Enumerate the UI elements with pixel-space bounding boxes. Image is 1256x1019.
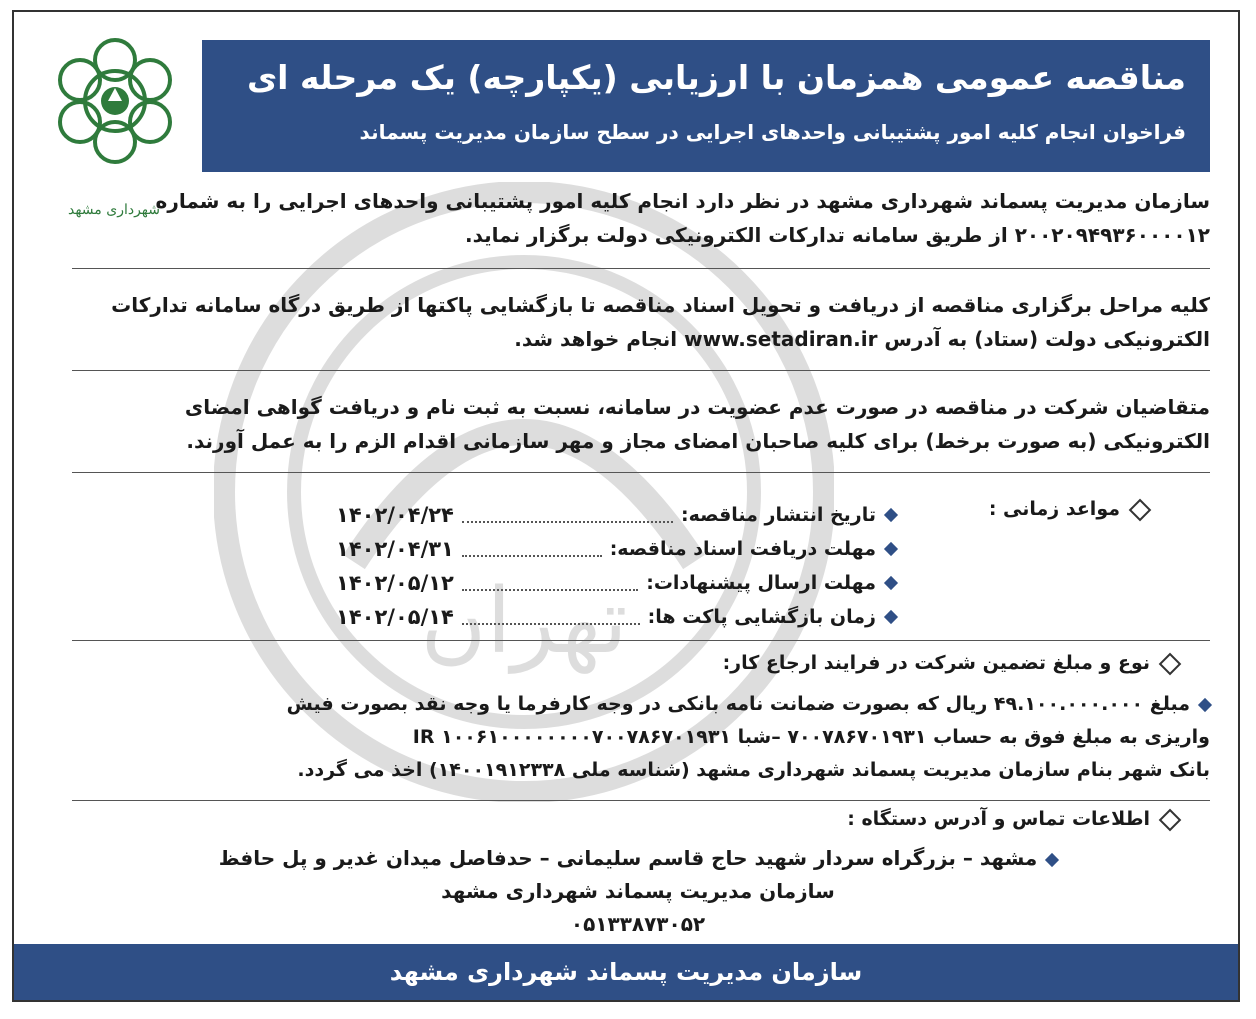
schedule-value: ۱۴۰۲/۰۴/۳۱	[336, 537, 454, 561]
schedule-label: مهلت ارسال پیشنهادات:	[646, 572, 876, 594]
logo-caption: شهرداری مشهد	[68, 202, 160, 218]
dotted-leader	[462, 575, 638, 591]
diamond-bullet-icon	[884, 610, 898, 624]
divider	[72, 472, 1210, 473]
schedule-item	[336, 566, 896, 600]
schedule-heading: مواعد زمانی :	[989, 498, 1148, 520]
guarantee-line: بانک شهر بنام سازمان مدیریت پسماند شهرداری مشهد (شناسه ملی ۱۴۰۰۱۹۱۲۳۳۸) اخذ می گردد.	[297, 759, 1210, 781]
diamond-bullet-icon	[1159, 808, 1182, 831]
dotted-leader	[462, 507, 673, 523]
footer-band: سازمان مدیریت پسماند شهرداری مشهد	[14, 944, 1238, 1000]
divider	[72, 268, 1210, 269]
contact-heading: اطلاعات تماس و آدرس دستگاه :	[847, 808, 1178, 830]
diamond-bullet-icon	[884, 542, 898, 556]
schedule-value: ۱۴۰۲/۰۵/۱۴	[336, 605, 454, 629]
divider	[72, 370, 1210, 371]
diamond-bullet-icon	[1045, 852, 1059, 866]
dotted-leader	[462, 609, 640, 625]
contact-phone: ۰۵۱۳۳۸۷۳۰۵۲	[570, 912, 706, 936]
contact-address: مشهد – بزرگراه سردار شهید حاج قاسم سلیمانی – حدفاصل میدان غدیر و پل حافظ	[198, 842, 1078, 875]
schedule-value: ۱۴۰۲/۰۵/۱۲	[336, 571, 454, 595]
divider	[72, 800, 1210, 801]
diamond-bullet-icon	[884, 576, 898, 590]
diamond-bullet-icon	[1198, 697, 1212, 711]
schedule-item	[336, 532, 896, 566]
diamond-bullet-icon	[1159, 652, 1182, 675]
contact-block	[198, 842, 1078, 941]
municipality-logo-icon	[40, 30, 190, 202]
divider	[72, 640, 1210, 641]
schedule-item	[336, 498, 896, 532]
guarantee-body	[72, 688, 1210, 787]
side-code-mark	[32, 892, 46, 952]
page-title: مناقصه عمومی همزمان با ارزیابی (یکپارچه) یک مرحله ای	[246, 58, 1186, 97]
intro-paragraph: سازمان مدیریت پسماند شهرداری مشهد در نظر دارد انجام کلیه امور پشتیبانی واحدهای اجرایی را به شماره ۲۰۰۲۰۹۴۹۳۶۰۰۰۰۱۲ از طریق سامانه تدارکات الکترونیکی دولت برگزار نماید.	[155, 189, 1210, 247]
dotted-leader	[462, 541, 602, 557]
stages-paragraph: کلیه مراحل برگزاری مناقصه از دریافت و تحویل اسناد مناقصه تا بازگشایی پاکتها از طریق درگاه سامانه تدارکات الکترونیکی دولت (ستاد) به آدرس www.setadiran.ir انجام خواهد شد.	[111, 293, 1210, 351]
advertisement-frame	[12, 10, 1240, 1002]
applicants-paragraph: متقاضیان شرکت در مناقصه در صورت عدم عضویت در سامانه، نسبت به ثبت نام و دریافت گواهی امضای الکترونیکی (به صورت برخط) برای کلیه صاحبان امضای مجاز و مهر سازمانی اقدام الزم را به عمل آورند.	[184, 395, 1210, 453]
header-band	[202, 40, 1210, 172]
guarantee-line: واریزی به مبلغ فوق به حساب ۷۰۰۷۸۶۷۰۱۹۳۱ –شبا IR ۱۰۰۶۱۰۰۰۰۰۰۰۰۷۰۰۷۸۶۷۰۱۹۳۱	[412, 726, 1210, 748]
schedule-item	[336, 600, 896, 634]
diamond-bullet-icon	[1129, 498, 1152, 521]
schedule-list	[336, 498, 896, 634]
schedule-value: ۱۴۰۲/۰۴/۲۴	[336, 503, 454, 527]
guarantee-heading: نوع و مبلغ تضمین شرکت در فرایند ارجاع کار:	[723, 652, 1178, 674]
watermark-text: تهران	[420, 569, 628, 674]
contact-org: سازمان مدیریت پسماند شهرداری مشهد	[441, 879, 835, 903]
schedule-label: تاریخ انتشار مناقصه:	[680, 504, 876, 526]
page-subtitle: فراخوان انجام کلیه امور پشتیبانی واحدهای اجرایی در سطح سازمان مدیریت پسماند	[359, 120, 1186, 144]
diamond-bullet-icon	[884, 508, 898, 522]
guarantee-line: مبلغ ۴۹.۱۰۰.۰۰۰.۰۰۰ ریال که بصورت ضمانت نامه بانکی در وجه کارفرما یا وجه نقد بصورت فیش	[72, 688, 1210, 721]
schedule-label: مهلت دریافت اسناد مناقصه:	[609, 538, 876, 560]
schedule-label: زمان بازگشایی پاکت ها:	[647, 606, 876, 628]
